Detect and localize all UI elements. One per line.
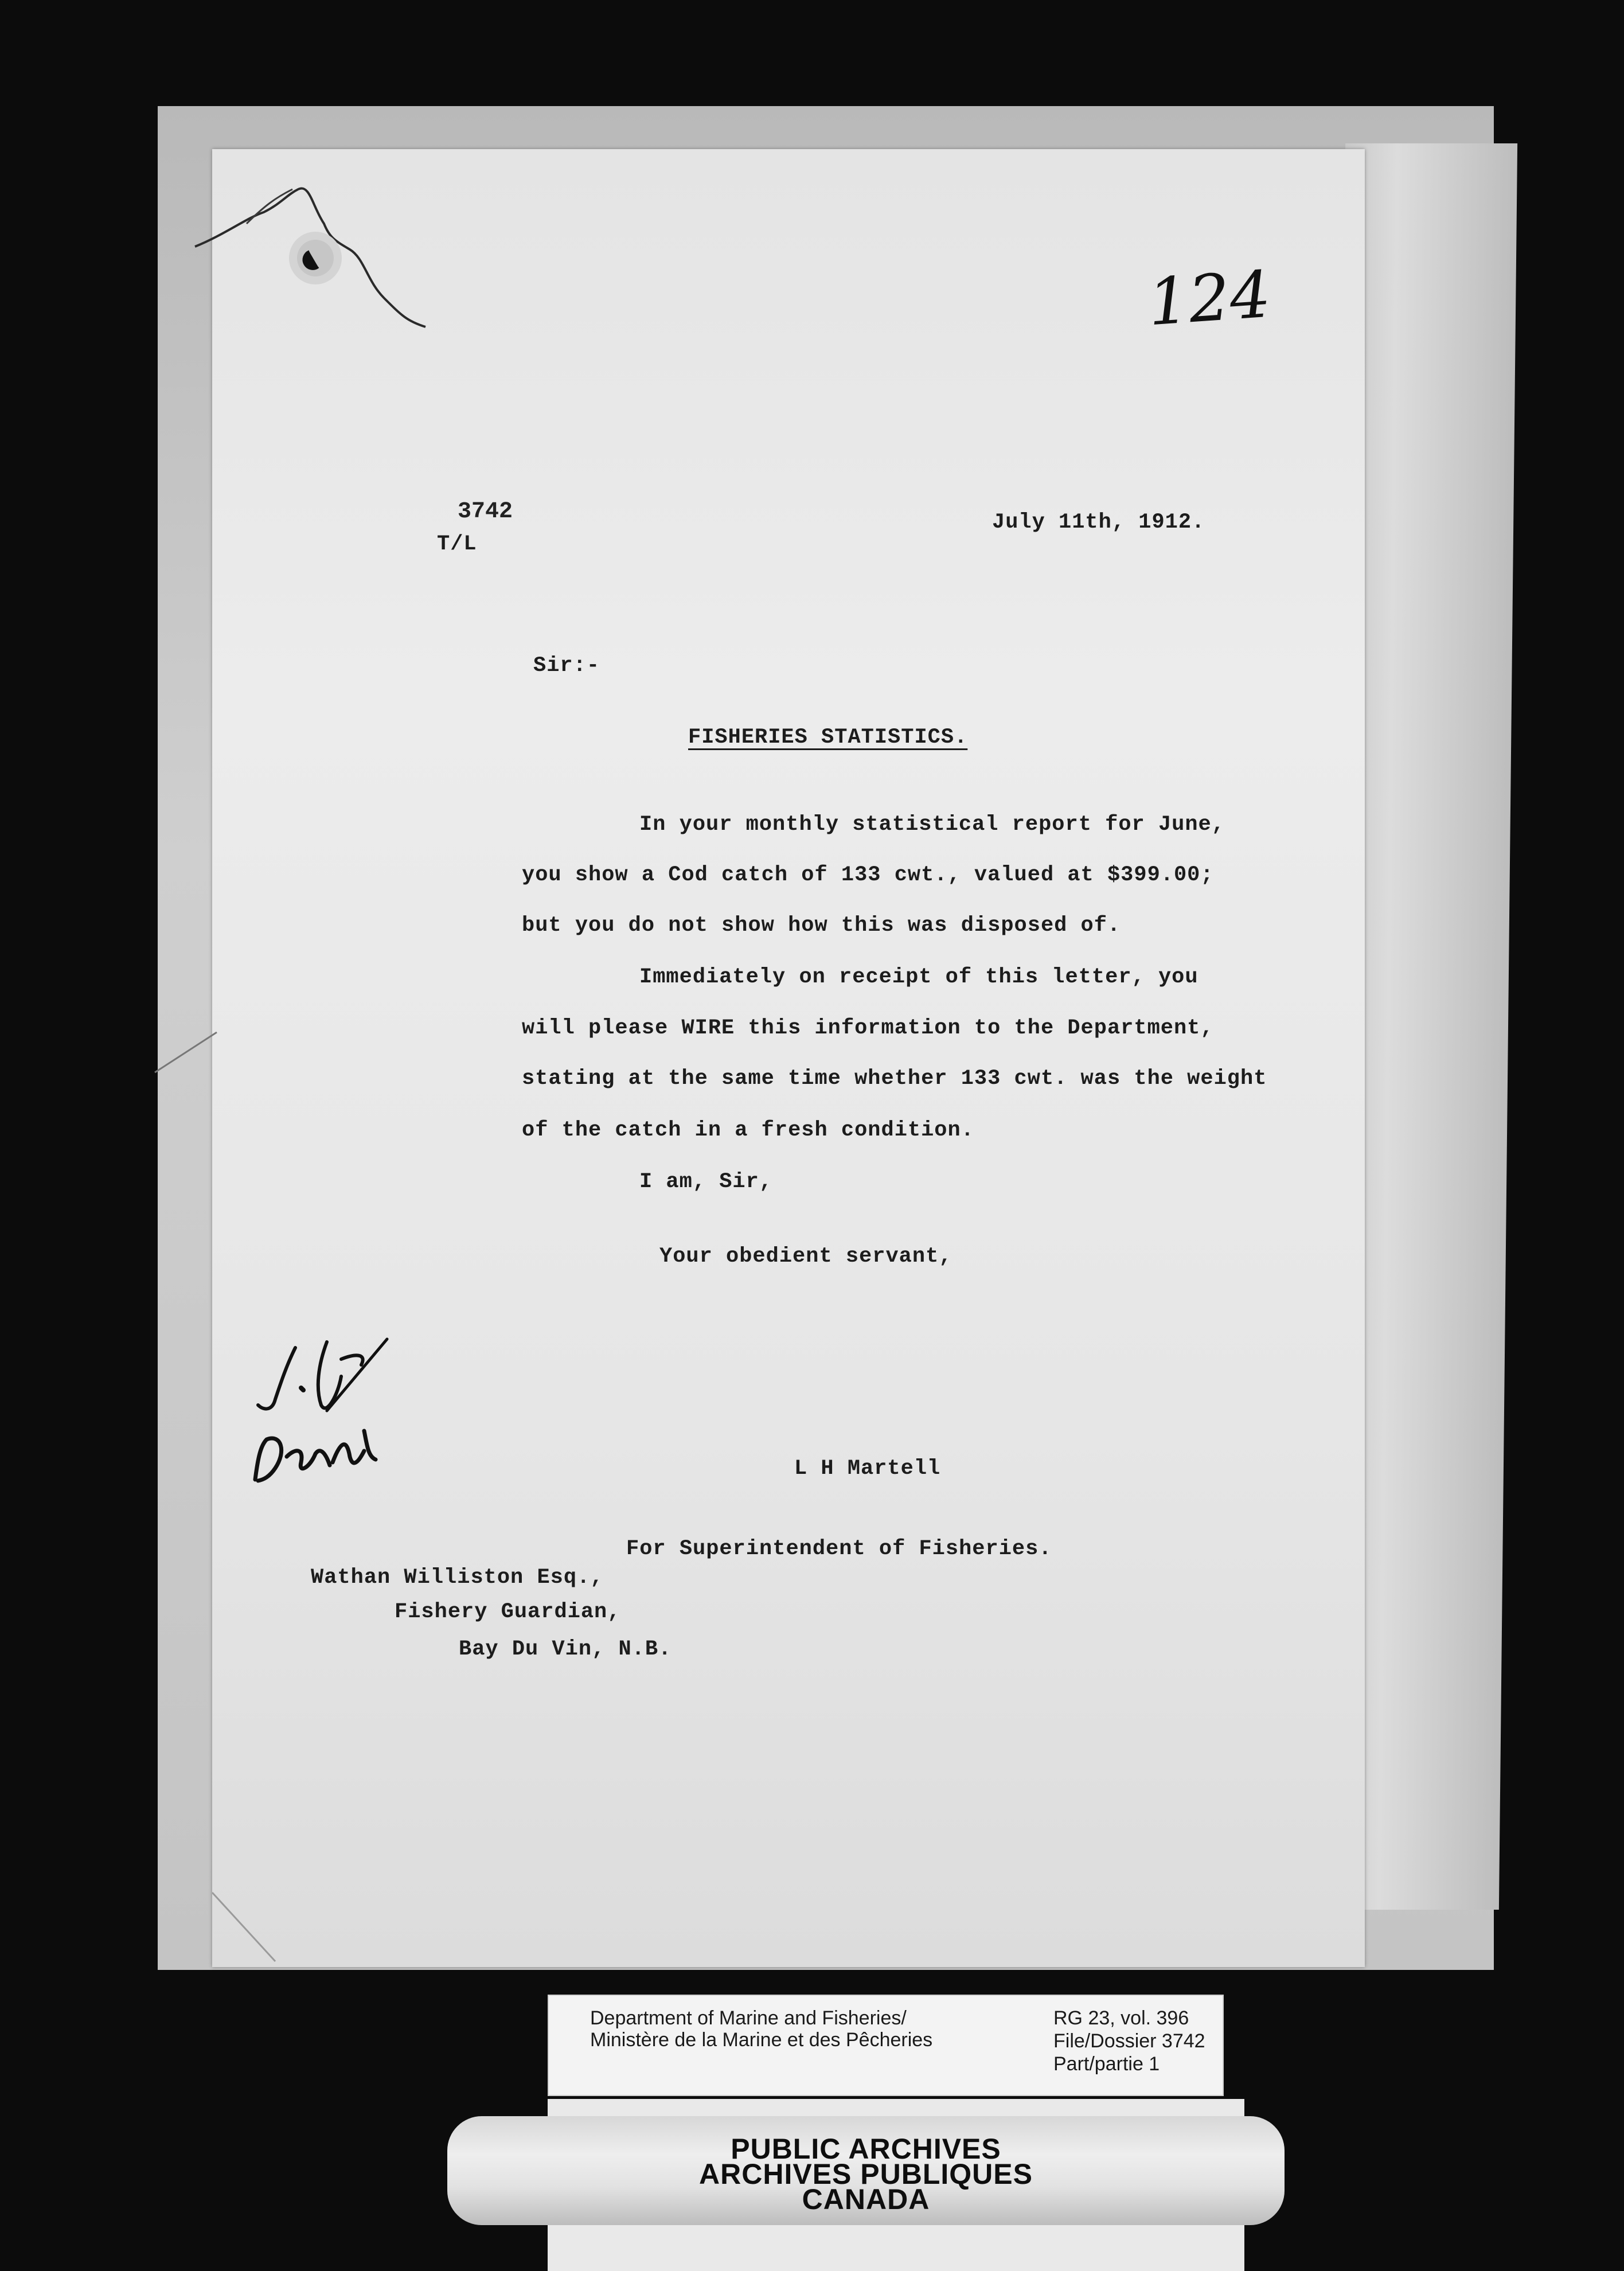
- body-line: In your monthly statistical report for June,: [639, 813, 1225, 837]
- body-line: will please WIRE this information to the Department,: [522, 1016, 1214, 1040]
- body-line: of the catch in a fresh condition.: [522, 1118, 974, 1142]
- stamp-line: CANADA: [802, 2183, 930, 2215]
- handwritten-page-number: 124: [1145, 257, 1274, 341]
- stray-line: [0, 0, 229, 1204]
- subject-heading: FISHERIES STATISTICS.: [688, 725, 968, 750]
- addressee-line: Wathan Williston Esq.,: [311, 1566, 604, 1590]
- salutation: Sir:-: [533, 654, 600, 678]
- addressee-line: Bay Du Vin, N.B.: [459, 1637, 672, 1661]
- page-crease: [212, 1858, 292, 1967]
- archive-label: [548, 1995, 1224, 2096]
- label-file: File/Dossier 3742: [1053, 2030, 1205, 2052]
- closing: Your obedient servant,: [659, 1244, 952, 1269]
- label-department-en: Department of Marine and Fisheries/: [590, 2007, 907, 2029]
- stamp-line: ARCHIVES PUBLIQUES: [699, 2158, 1033, 2190]
- signer-title: For Superintendent of Fisheries.: [626, 1537, 1052, 1561]
- file-code: T/L: [437, 532, 477, 556]
- file-number: 3742: [458, 499, 513, 525]
- body-line: stating at the same time whether 133 cwt. was the weight: [522, 1067, 1267, 1091]
- body-line: Immediately on receipt of this letter, you: [639, 965, 1199, 989]
- label-part: Part/partie 1: [1053, 2053, 1160, 2075]
- addressee-line: Fishery Guardian,: [395, 1600, 621, 1624]
- body-line: but you do not show how this was disposed of.: [522, 914, 1121, 938]
- body-line: you show a Cod catch of 133 cwt., valued at $399.00;: [522, 863, 1214, 887]
- archive-stamp: [447, 2116, 1285, 2225]
- label-record-group: RG 23, vol. 396: [1053, 2007, 1189, 2029]
- signer-name: L H Martell: [794, 1457, 941, 1481]
- label-department-fr: Ministère de la Marine et des Pêcheries: [590, 2029, 933, 2051]
- letter-page: [212, 149, 1365, 1967]
- handwritten-initials-icon: [241, 1325, 419, 1497]
- closing: I am, Sir,: [639, 1170, 773, 1194]
- torn-corner-icon: [212, 149, 510, 338]
- stamp-line: PUBLIC ARCHIVES: [731, 2133, 1001, 2165]
- letter-date: July 11th, 1912.: [992, 510, 1205, 534]
